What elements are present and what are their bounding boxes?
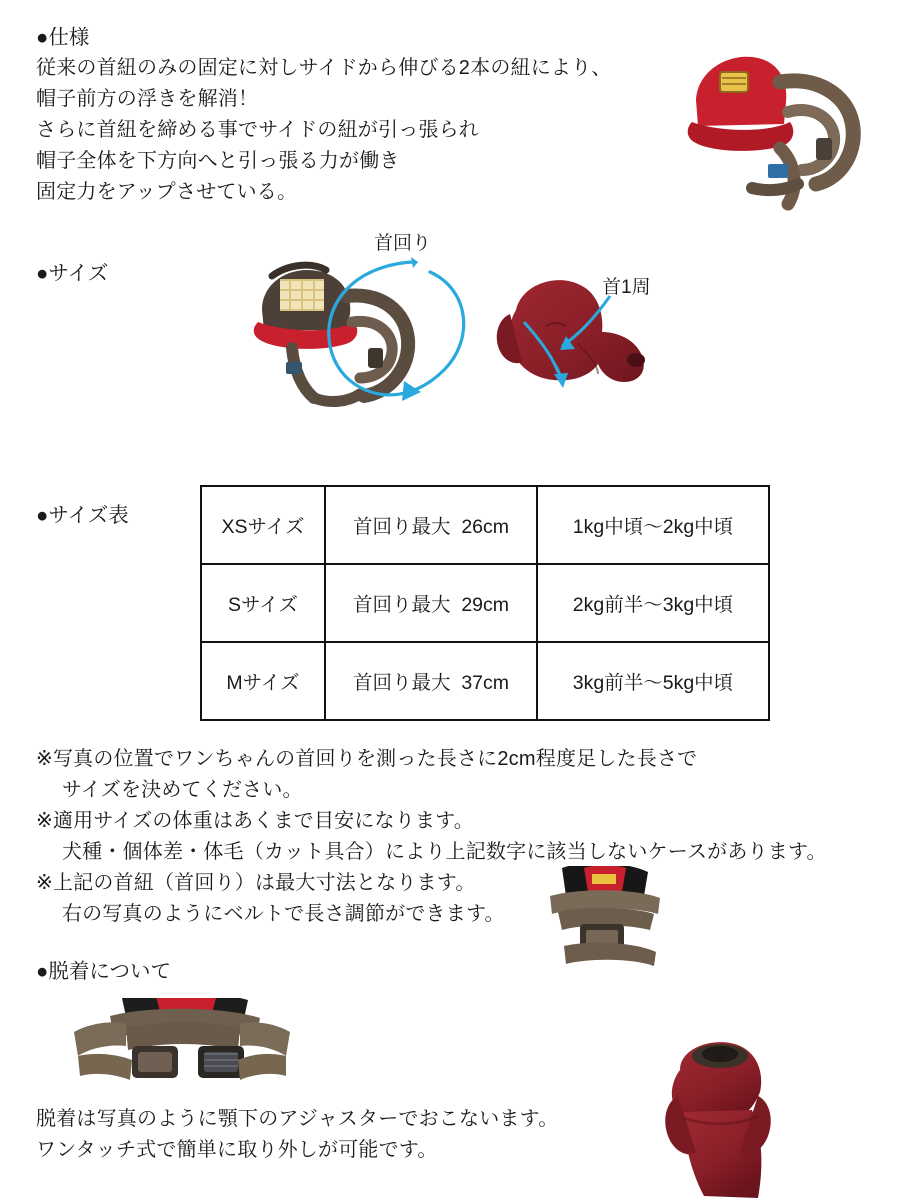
- attachment-line-1: 脱着は写真のように顎下のアジャスターでおこないます。: [36, 1108, 559, 1130]
- table-cell-weight: 3kg前半〜5kg中頃: [537, 642, 769, 720]
- table-cell-size: XSサイズ: [201, 486, 325, 564]
- table-cell-neck: 首回り最大 26cm: [325, 486, 537, 564]
- dog-hat-product-photo: [676, 38, 872, 224]
- note-line-4: 犬種・個体差・体毛（カット具合）により上記数字に該当しないケースがあります。: [36, 841, 827, 863]
- table-cell-weight: 1kg中頃〜2kg中頃: [537, 486, 769, 564]
- size-chart-table: [200, 485, 770, 721]
- table-row: [201, 642, 769, 720]
- spec-line-4: 帽子全体を下方向へと引っ張る力が働き: [36, 150, 400, 172]
- dog-head-mannequin-photo: [486, 270, 662, 406]
- note-line-6: 右の写真のようにベルトで長さ調節ができます。: [36, 903, 505, 925]
- table-cell-neck: 首回り最大 37cm: [325, 642, 537, 720]
- notes-section: [36, 744, 900, 930]
- note-line-3: ※適用サイズの体重はあくまで目安になります。: [36, 810, 474, 832]
- spec-line-3: さらに首紐を締める事でサイドの紐が引っ張られ: [36, 119, 479, 141]
- spec-line-2: 帽子前方の浮きを解消！: [36, 88, 259, 110]
- note-line-1: ※写真の位置でワンちゃんの首回りを測った長さに2cm程度足した長さで: [36, 748, 698, 770]
- table-cell-size: Sサイズ: [201, 564, 325, 642]
- spec-section: [36, 22, 716, 208]
- table-cell-weight: 2kg前半〜3kg中頃: [537, 564, 769, 642]
- spec-line-5: 固定力をアップさせている。: [36, 181, 298, 203]
- table-cell-size: Mサイズ: [201, 642, 325, 720]
- dog-wearing-hat-photo: [622, 1040, 802, 1200]
- note-line-5: ※上記の首紐（首回り）は最大寸法となります。: [36, 872, 476, 894]
- annotation-neck-one-lap: 首1周: [602, 277, 651, 298]
- table-row: [201, 486, 769, 564]
- size-section-heading: ●サイズ: [36, 262, 109, 285]
- belt-adjuster-photo: [540, 866, 670, 974]
- annotation-neck-circumference: 首回り: [374, 233, 432, 254]
- spec-line-1: 従来の首紐のみの固定に対しサイドから伸びる2本の紐により、: [36, 57, 612, 79]
- attachment-line-2: ワンタッチ式で簡単に取り外しが可能です。: [36, 1139, 438, 1161]
- spec-heading: ●仕様: [36, 26, 90, 49]
- table-row: [201, 564, 769, 642]
- table-cell-neck: 首回り最大 29cm: [325, 564, 537, 642]
- dog-hat-side-photo: [228, 252, 420, 412]
- attachment-heading: ●脱着について: [36, 960, 171, 983]
- note-line-2: サイズを決めてください。: [36, 779, 303, 801]
- size-chart-heading: ●サイズ表: [36, 504, 129, 527]
- buckle-closeup-photo: [52, 998, 312, 1096]
